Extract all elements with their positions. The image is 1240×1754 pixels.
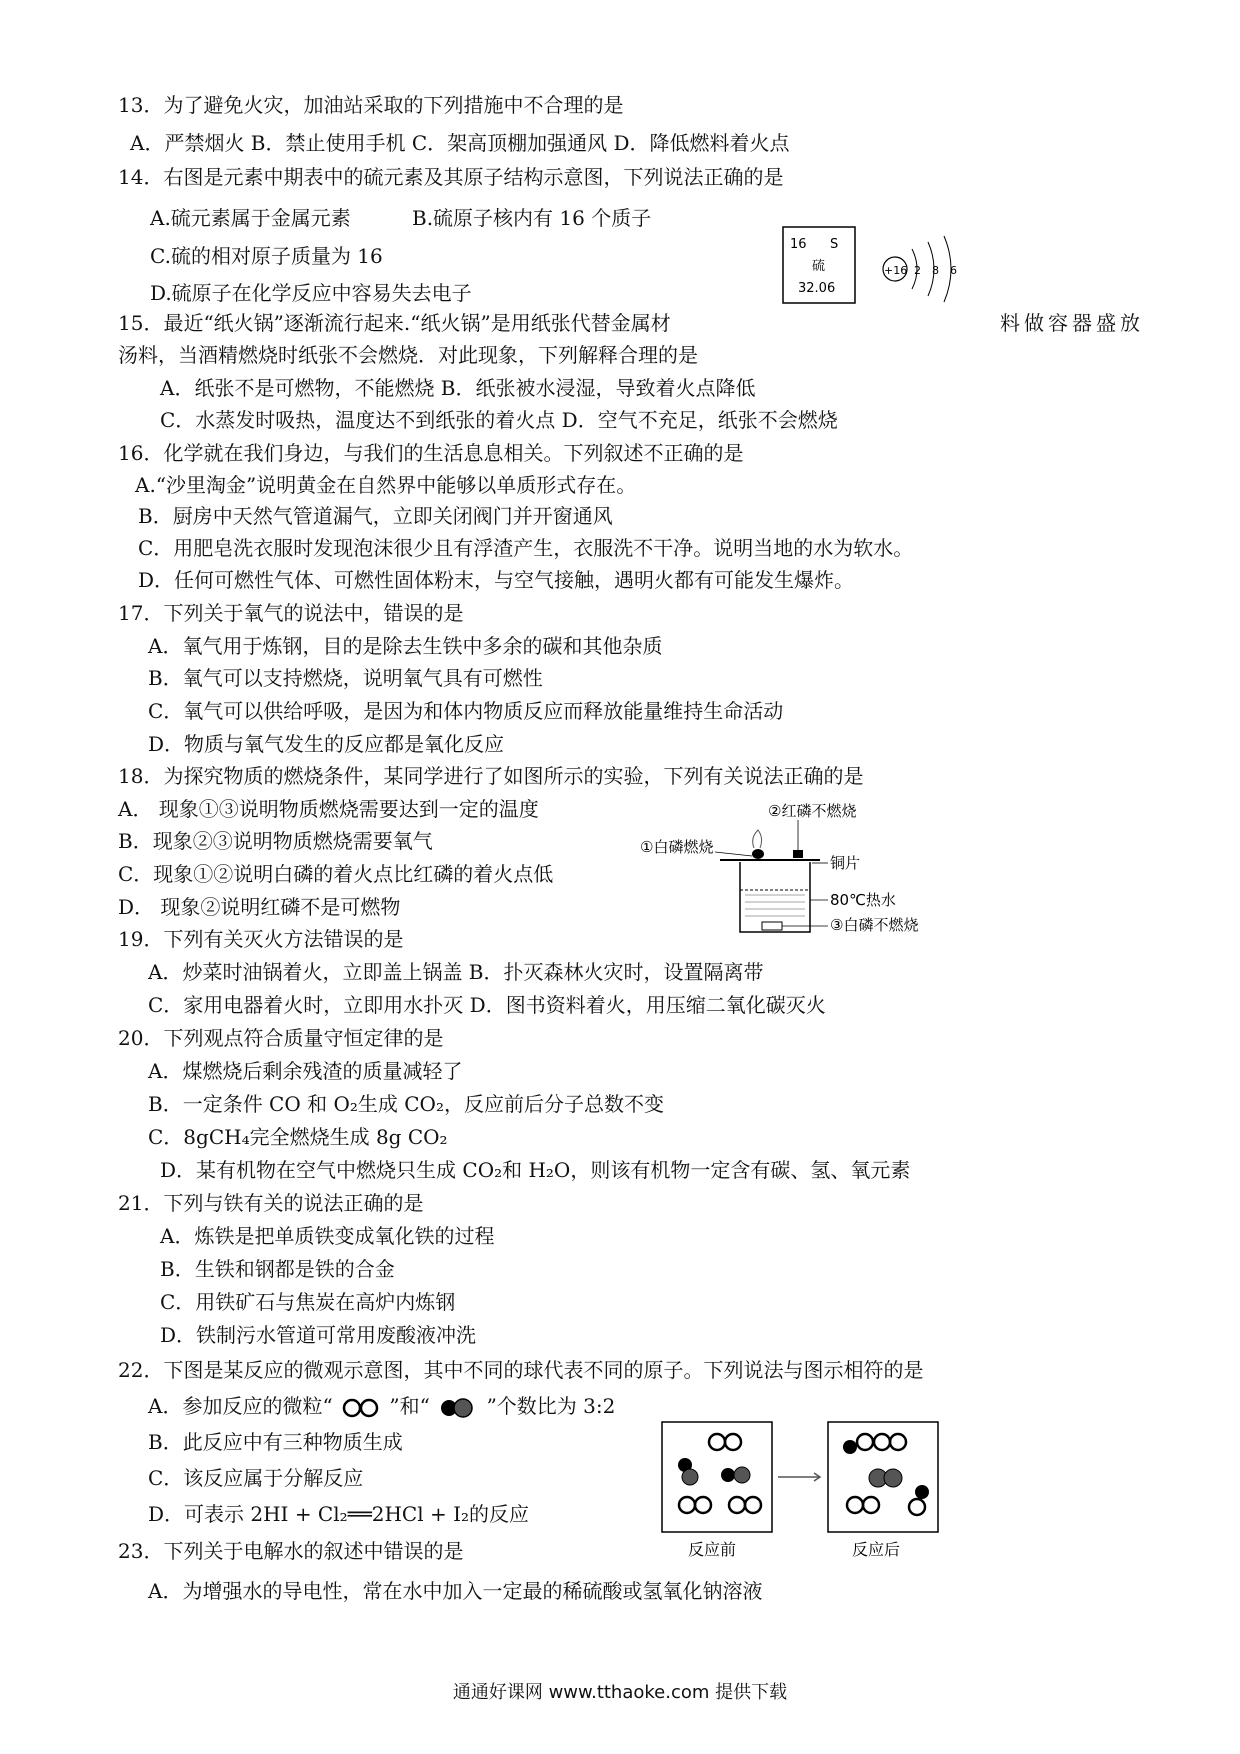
q16-stem: 16．化学就在我们身边，与我们的生活息息相关。下列叙述不正确的是 bbox=[118, 441, 744, 465]
q18-option-b: B．现象②③说明物质燃烧需要氧气 bbox=[118, 829, 433, 853]
q13-stem: 13．为了避免火灾，加油站采取的下列措施中不合理的是 bbox=[118, 93, 624, 117]
q20-option-c: C．8gCH₄完全燃烧生成 8g CO₂ bbox=[148, 1125, 448, 1149]
white-phosphorus-sample bbox=[752, 849, 764, 859]
label-white-phosphorus-burns: ①白磷燃烧 bbox=[640, 838, 714, 856]
label-copper-plate: 铜片 bbox=[830, 854, 861, 872]
q15-stem-right: 料做容器盛放 bbox=[1000, 311, 1144, 335]
q23-option-a: A．为增强水的导电性，常在水中加入一定最的稀硫酸或氢氧化钠溶液 bbox=[148, 1579, 763, 1603]
q14-option-b: B.硫原子核内有 16 个质子 bbox=[412, 206, 652, 230]
shell-2-count: 8 bbox=[932, 264, 939, 277]
q23-stem: 23．下列关于电解水的叙述中错误的是 bbox=[118, 1539, 464, 1563]
reaction-micro-diagram bbox=[660, 1420, 980, 1560]
submerged-phosphorus bbox=[762, 922, 782, 930]
label-red-phosphorus-no-burn: ②红磷不燃烧 bbox=[768, 802, 857, 820]
q18-stem: 18．为探究物质的燃烧条件，某同学进行了如图所示的实验，下列有关说法正确的是 bbox=[118, 764, 864, 788]
sulfur-element-figure bbox=[780, 224, 980, 314]
q22-option-a-post: ”个数比为 3:2 bbox=[486, 1394, 616, 1418]
q19-options-ab: A．炒菜时油锅着火，立即盖上锅盖 B．扑灭森林火灾时，设置隔离带 bbox=[148, 960, 764, 984]
q17-option-d: D．物质与氧气发生的反应都是氧化反应 bbox=[148, 732, 505, 756]
red-phosphorus-sample bbox=[793, 850, 803, 858]
nucleus-charge: +16 bbox=[884, 264, 908, 277]
combustion-experiment-figure bbox=[640, 800, 940, 940]
q14-option-c: C.硫的相对原子质量为 16 bbox=[150, 244, 383, 268]
q16-option-a: A.“沙里淘金”说明黄金在自然界中能够以单质形式存在。 bbox=[135, 473, 637, 497]
water-hatching bbox=[745, 895, 805, 916]
q19-options-cd: C．家用电器着火时，立即用水扑灭 D．图书资料着火，用压缩二氧化碳灭火 bbox=[148, 993, 826, 1017]
before-box bbox=[662, 1422, 772, 1532]
element-symbol: S bbox=[830, 237, 839, 252]
q21-option-c: C．用铁矿石与焦炭在高炉内炼钢 bbox=[160, 1290, 456, 1314]
q22-option-a-pre: A．参加反应的微粒“ bbox=[148, 1394, 333, 1418]
q17-option-a: A．氧气用于炼钢，目的是除去生铁中多余的碳和其他杂质 bbox=[148, 634, 663, 658]
label-hot-water: 80℃热水 bbox=[830, 891, 896, 909]
q20-stem: 20．下列观点符合质量守恒定律的是 bbox=[118, 1026, 444, 1050]
q20-option-b: B．一定条件 CO 和 O₂生成 CO₂，反应前后分子总数不变 bbox=[148, 1092, 664, 1116]
q20-option-a: A．煤燃烧后剩余残渣的质量减轻了 bbox=[148, 1059, 463, 1083]
q15-stem-2: 汤料，当酒精燃烧时纸张不会燃烧．对此现象，下列解释合理的是 bbox=[118, 343, 698, 367]
q22-option-c: C．该反应属于分解反应 bbox=[148, 1466, 364, 1490]
q21-stem: 21．下列与铁有关的说法正确的是 bbox=[118, 1191, 424, 1215]
q22-option-a-mid: ”和“ bbox=[389, 1394, 430, 1418]
label-after: 反应后 bbox=[852, 1540, 901, 1559]
q19-stem: 19．下列有关灭火方法错误的是 bbox=[118, 927, 404, 951]
q20-option-d: D．某有机物在空气中燃烧只生成 CO₂和 H₂O，则该有机物一定含有碳、氢、氧元素 bbox=[160, 1158, 911, 1182]
q15-options-cd: C．水蒸发时吸热，温度达不到纸张的着火点 D．空气不充足，纸张不会燃烧 bbox=[160, 408, 838, 432]
q15-stem-left: 15．最近“纸火锅”逐渐流行起来.“纸火锅”是用纸张代替金属材 bbox=[118, 311, 671, 335]
q21-option-b: B．生铁和钢都是铁的合金 bbox=[160, 1257, 395, 1281]
q21-option-a: A．炼铁是把单质铁变成氧化铁的过程 bbox=[160, 1224, 495, 1248]
element-name: 硫 bbox=[812, 259, 826, 274]
q15-options-ab: A．纸张不是可燃物，不能燃烧 B．纸张被水浸湿，导致着火点降低 bbox=[160, 376, 756, 400]
q16-option-b: B．厨房中天然气管道漏气，立即关闭阀门并开窗通风 bbox=[138, 504, 613, 528]
q16-option-d: D．任何可燃性气体、可燃性固体粉末，与空气接触，遇明火都有可能发生爆炸。 bbox=[138, 568, 855, 592]
q18-option-d: D． 现象②说明红磷不是可燃物 bbox=[118, 895, 401, 919]
atomic-number: 16 bbox=[790, 237, 807, 252]
q16-option-c: C．用肥皂洗衣服时发现泡沫很少且有浮渣产生，衣服洗不干净。说明当地的水为软水。 bbox=[138, 536, 914, 560]
q14-option-a: A.硫元素属于金属元素 bbox=[150, 206, 351, 230]
q14-option-d: D.硫原子在化学反应中容易失去电子 bbox=[150, 281, 472, 305]
q22-option-a bbox=[148, 1393, 615, 1419]
q13-options: A．严禁烟火 B．禁止使用手机 C．架高顶棚加强通风 D．降低燃料着火点 bbox=[130, 131, 790, 155]
pointer-line-1 bbox=[715, 852, 752, 856]
mixed-molecule-icon bbox=[436, 1397, 480, 1419]
q18-option-c: C．现象①②说明白磷的着火点比红磷的着火点低 bbox=[118, 862, 554, 886]
page-footer: 通通好课网 www.tthaoke.com 提供下载 bbox=[452, 1682, 788, 1703]
label-before: 反应前 bbox=[688, 1540, 737, 1559]
q17-stem: 17．下列关于氧气的说法中，错误的是 bbox=[118, 601, 464, 625]
label-white-phosphorus-underwater: ③白磷不燃烧 bbox=[830, 916, 919, 934]
q18-option-a: A． 现象①③说明物质燃烧需要达到一定的温度 bbox=[118, 797, 539, 821]
atomic-mass: 32.06 bbox=[798, 281, 836, 296]
q17-option-c: C．氧气可以供给呼吸，是因为和体内物质反应而释放能量维持生命活动 bbox=[148, 699, 784, 723]
flame-icon bbox=[753, 830, 762, 848]
q22-option-b: B．此反应中有三种物质生成 bbox=[148, 1430, 403, 1454]
q22-option-d: D．可表示 2HI + Cl₂══2HCl + I₂的反应 bbox=[148, 1502, 529, 1526]
unshaded-molecule-icon bbox=[339, 1397, 383, 1419]
q22-stem: 22．下图是某反应的微观示意图，其中不同的球代表不同的原子。下列说法与图示相符的是 bbox=[118, 1358, 924, 1382]
q17-option-b: B．氧气可以支持燃烧，说明氧气具有可燃性 bbox=[148, 666, 543, 690]
shell-1-count: 2 bbox=[914, 264, 921, 277]
shell-3-count: 6 bbox=[950, 264, 957, 277]
q21-option-d: D．铁制污水管道可常用废酸液冲洗 bbox=[160, 1323, 477, 1347]
q14-stem: 14．右图是元素中期表中的硫元素及其原子结构示意图，下列说法正确的是 bbox=[118, 165, 784, 189]
